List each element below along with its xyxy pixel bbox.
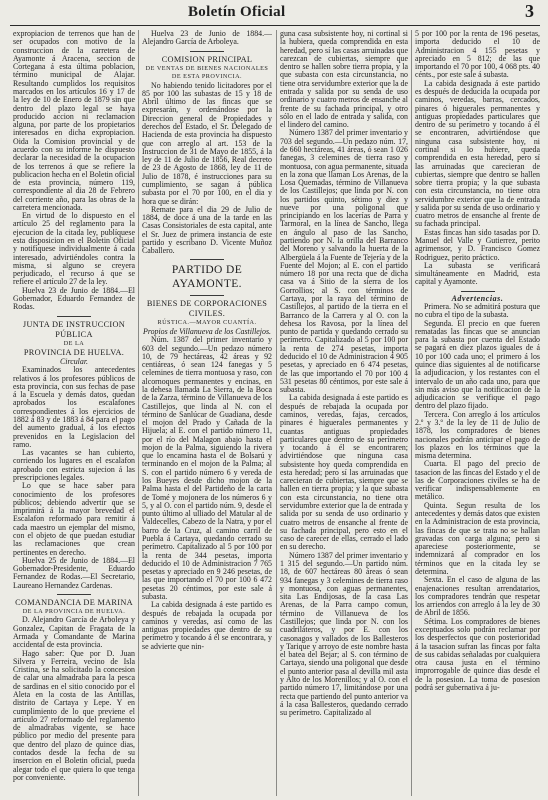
- page-number: 3: [525, 1, 534, 21]
- paragraph: Número 1387 del primer inventario y 703 del segundo.—Un pedazo núm. 17, de 660 hectáreas, 41 áreas, ó sean 1 026 fanegas, 3 celemines de tierra raso y montuosa, con agua permanente, situada en la zona que llaman Los Arenas, de la Losa Quemadas, término de Villanueva de los Castillejos; que linda por N. con los partidos quinto, sétimo y diez y nueve por una poligonal que principiando en los lacerías de Parra y Tarmoral, en la línea de Sancho, llega en ángulo al paso de las Sancho, partiendo por N. la orilla del Barranco del Moreno y salvando la huerta de la Albergüela á la Fuente de Tejería y de la Fuente del Mojon; al E. con el partido número 18 por una recta que de dicha casa va á Sitio de la sierra de los Gorrollios; al S. con términos de Cartaya, por la raya del término de Castillejos, al partido de la tierra en el Barranco de la Carrera y al O. con la dehesa los Ravosa, por la línea del punto de partida y quedando cerrado su perímetro. Capitalizado al 5 por 100 por la renta de 274 pesetas, importa deducido el 10 de Administracion 4 905 pesetas, y apreciado en 6 474 pesetas, de las que importando el 70 por 100 4 531 pesetas 80 céntimos, por este sale á subasta.: [280, 128, 408, 395]
- paragraph: Estas fincas han sido tasadas por D. Manuel del Valle y Gutierrez, perito agrimensor, y D. Francisco Gomez Rodriguez, perito práctico.: [415, 227, 540, 262]
- divider-rule: [190, 51, 224, 52]
- section-title: PARTIDO DE AYAMONTE.: [171, 264, 243, 291]
- newspaper-title: Boletín Oficial: [188, 4, 286, 20]
- text-column-4: [415, 30, 540, 796]
- section-subheading: DE VENTAS DE BIENES NACIONALES DE ESTA PROVINCIA.: [145, 64, 269, 81]
- paragraph: En virtud de lo dispuesto en el artículo 25 del reglamento para la ejecucion de la citada ley, publíquese esta disposicion en el Boletin Oficial y notifíquese individualmente á cada interesado, advirtiéndoles contra la misma, si alguno se creyera perjudicado, el recurso á que se refiere el artículo 27 de la ley.: [13, 211, 135, 287]
- divider-rule: [190, 259, 224, 260]
- paragraph: Examinados los antecedentes relativos á los profesores públicos de esta provincia, con sus fechas de pase á la Escuela y demás datos, quedan aprobados los escalafones correspondientes á los ejercicios de 1882 á 83 y de 1883 á 84 para el pago del aumento gradual, á los efectos prevenidos en la Legislacion del ramo.: [13, 365, 135, 449]
- paragraph: La cabida designada á este partido es después de deducida la ocupada por caminos, veredas, barras, cercados, pinares ó higuerales permanentes y antiguas propiedades particulares que dentro de su perímetro y tocando á él se encontraren, advirtiéndose que ninguna casa subsistente hoy, ni cortinal si lo hubiere, queda comprendida en esta heredad, pero sí las arruinadas que carecieran de cubiertas, siempre que dentro se hallen sobre tierra propia; y la que subasta con esta circunstancia, no tiene otra servidumbre exterior que la de entrada y salida por su senda de uso ordinario y cuatro metros de ensanche al frente de su fachada principal.: [415, 78, 540, 229]
- section-heading: BIENES DE CORPORACIONES CIVILES.: [146, 299, 268, 319]
- paragraph: Sexta. En el caso de alguna de las enajenaciones resultan arrendatarios, los compradores tendrán que respetar los arriendos con arreglo á la ley de 30 de Abril de 1856.: [415, 575, 540, 618]
- section-heading: JUNTA DE INSTRUCCION PÚBLICA: [22, 319, 126, 339]
- paragraph: La cabida designada á este partido es después de rebajada la ocupada por caminos y veredas, así como de las antiguas propiedades que dentro de su perímetro y tocando á él se encontrara, y se advierte que nin-: [142, 600, 272, 651]
- paragraph: Número 1387 del primer inventario y 1 315 del segundo.—Un partido núm. 18, de 607 hectáreas 80 áreas ó sean 934 fanegas y 3 celemines de tierra raso y montuosa, con aguas permanentes, sita Las Endijosas, de la casa Las Arenas, de la Parra campo comun, término de Villanueva de los Castillejos; que linda por N. con los cuadriláteros, y por E. con los casonagos y vallados de los Ballesteros y Tarique y arroyo de este nombre hasta el batea del Bejar; al S. con término de Cartaya, siendo una poligonal que desde el punto anterior pasa al devilla mil asta y Alto de los Morenillos; y al O. con el partido número 17, limitándose por una recta que partiendo del punto anterior va á la casa Ballesteros, quedando cerrado su perímetro. Capitalizado al: [280, 550, 408, 718]
- paragraph: Tercera. Con arreglo á los artículos 2.º y 3.º de la ley de 11 de Julio de 1878, los compradores de bienes nacionales podrán anticipar el pago de los plazos en los términos que la misma determina.: [415, 409, 540, 461]
- column-divider: [276, 30, 277, 796]
- divider-rule: [57, 594, 91, 595]
- paragraph-continued: expropiacion de terrenos que han de ser ocupados con motivo de la construccion de la carretera de Ayamonte á Aracena, seccion de Cortegana á esta última poblacion, término municipal de Alajar. Resultando cumplidos los requisitos marcados en los artículos 16 y 17 de la ley de 10 de Enero de 1879 sin que dentro del plazo legal se haya producido accion ni reclamacion alguna, por parte de los propietarios interesados en dicha expropiacion. Oida la Comision provincial y de acuerdo con su informe he dispuesto declarar la necesidad de la ocupacion de los terrenos á que se refiere la publicacion hecha en el Boletin oficial de esta provincia, número 119, correspondiente al dia 28 de Febrero del corriente año, para las obras de la carretera mencionada.: [13, 30, 135, 212]
- paragraph: Sétima. Los compradores de bienes exceptuados solo podrán reclamar por los desperfectos que con posterioridad á la tasacion sufran las fincas por falta de sus cabidas señaladas por cualquiera otra causa justa en el término improrrogable de quince dias desde el de la posesion. La toma de posesion podrá ser gubernativa á ju-: [415, 616, 540, 692]
- section-subheading: RÚSTICA.—MAYOR CUANTÍA.: [157, 319, 257, 327]
- text-column-2: [142, 30, 272, 796]
- divider-rule: [190, 295, 224, 296]
- section-heading: COMISION PRINCIPAL: [161, 54, 253, 64]
- section-heading: PROVINCIA DE HUELVA.: [23, 348, 125, 358]
- paragraph: Núm. 1387 del primer inventario y 603 del segundo.—Un pedazo número 10, de 79 hectáreas, 42 áreas y 92 centiáreas, ó sean 124 fanegas y 5 celemines de tierra montuosa y raso, con alcornoques permanentes y encinas, en la dehesa llamada La Sierra, de la Boca de la Zarza, término de Villanueva de los Castillejos, que linda al N. con el término de Sanlúcar de Guadiana, desde el mojon del Prado y Cañada de la Hijuela; al E. con el partido número 11, por el río del Malagon abajo hasta el mojon de la Palma, siguiendo la rivera que lo encamina hasta el de Bolsarú y terminando en el mojon de la Palma; al S. con el partido número 6 y vereda de los Bueyes desde dicho mojon de la Palma hasta el del Partideño de la carta de Tomé y mojonera de los números 6 y 5, y al O. con el partido núm. 9, desde el punto último al ulliado del Matular al de Valdecelles, Cabezo de la Natra, y por el barro de la Cruz, al camino carril de Puebla á Cartaya, quedando cerrado su perímetro. Capitalizado al 5 por 100 por la renta de 344 pesetas, importa deducido el 10 de Administracion 7 765 pesetas y apreciado en 9 246 pesetas, de las que importando el 70 por 100 6 472 pesetas 20 céntimos, por este sale á subasta.: [142, 335, 272, 601]
- section-subheading: DE LA PROVINCIA DE HUELVA.: [22, 607, 126, 615]
- paragraph: Quinta. Segun resulta de los antecedentes y demás datos que existen en la Administracion de esta provincia, las fincas de que se trata no se hallan gravadas con carga alguna; pero si apareciese posteriormente, se indemnizará al comprador en los términos que en la citada ley se determina.: [415, 500, 540, 576]
- text-column-1: [13, 30, 135, 796]
- paragraph: Huelva 23 de Junio de 1884.—Alejandro García de Arboleya.: [142, 30, 272, 47]
- paragraph-continued: guna casa subsistente hoy, ni cortinal si la hubiera, queda comprendida en esta heredad, pero sí las casas arruinadas que carezcan de cubiertas, siempre que dentro se hallen sobre tierra propia, y la que subasta con esta circunstancia, no tiene otra servidumbre exterior que la de entrada y salida por su senda de uso ordinario y cuatro metros de ensanche al frente de su fachada principal, y otro sólo en el lado de entrada y salida, con el lindero del camino.: [280, 30, 408, 130]
- text-column-3: [280, 30, 408, 796]
- divider-rule: [461, 291, 495, 292]
- divider-rule: [57, 316, 91, 317]
- paragraph: Hago saber: Que por D. Juan Silvera y Ferreira, vecino de Isla Cristina, se ha solicitado la concesion de calar una almadraba para la pesca de sardinas en el sitio conocido por el Aleta en la costa de las Antillas, distrito de Cartaya y Lepe. Y en cumplimiento de lo que previene el artículo 27 reformado del reglamento de almadrabas vigente, se hace público por medio del presente para que dentro del plazo de quince dias, contados desde la fecha de su insercion en el Boletin oficial, pueda alegar todo el que quiera lo que tenga por conveniente.: [13, 648, 135, 782]
- paragraph: Remate para el dia 29 de Julio de 1884, de doce á una de la tarde en las Casas Consistoriales de esta capital, ante el Sr. Juez de primera instancia de este partido y escribano D. Vicente Muñoz Caballero.: [142, 204, 272, 256]
- column-divider: [138, 30, 139, 796]
- italic-caption: Propios de Villanueva de los Castillejos.: [143, 326, 271, 336]
- paragraph: La subasta se verificará simultáneamente en Madrid, esta capital y Ayamonte.: [415, 260, 540, 287]
- paragraph: Primera. No se admitirá postura que no cubra el tipo de la subasta.: [415, 302, 540, 320]
- paragraph: Las vacantes se han cubierto, corriendo los lugares en el escalafon aprobado con estricta sujecion á las prescripciones legales.: [13, 448, 135, 482]
- italic-caption: Circular.: [60, 357, 88, 367]
- paragraph: Huelva 23 de Junio de 1884.—El Gobernador, Eduardo Fernandez de Rodas.: [13, 285, 135, 312]
- column-divider: [411, 30, 412, 796]
- paragraph: La cabida designada á este partido es después de rebajada la ocupada por caminos, veredas, fajas, cercados, pinares é higuerales permanentes y cuantas antiguas propiedades particulares que dentro de su perímetro y tocando á él se encontraren; advirtiéndose que ninguna casa subsistente hoy queda comprendida en esta heredad; pero sí las arruinadas que carecieran de cubiertas, siempre que se hallen en tierra propia; y la que subasta con esta circunstancia, no tiene otra servidumbre exterior que la de entrada y salida por su senda de uso ordinario y cuatro metros de ensanche al frente de su fachada principal, pero esto en el caso de carecer de ellas, cerrado el lado en su derecho.: [280, 393, 408, 552]
- paragraph: Cuarta. El pago del precio de tasacion de las fincas del Estado y el de las de Corporaciones civiles se ha de verificar indispensablemente en metálico.: [415, 459, 540, 502]
- section-heading: COMANDANCIA DE MARINA: [15, 597, 133, 607]
- section-subheading: DE LA: [63, 339, 85, 347]
- page-header: [10, 0, 540, 26]
- paragraph: D. Alejandro García de Arboleya y Gonzalez, Capitan de Fragata de la Armada y Comandante de Marina accidental de esta provincia.: [13, 615, 135, 650]
- paragraph: Segunda. El precio en que fueren rematadas las fincas que se anuncian para la subasta por cuenta del Estado se pagará en diez plazos iguales de á 10 por 100 cada uno; el primero á los quince dias siguientes al de notificarse la adjudicacion, y los restantes con el intervalo de un año cada uno, para que sin más aviso que la notificacion de la adjudicacion se verifique el pago dentro del plazo fijado.: [415, 318, 540, 411]
- paragraph: Lo que se hace saber para conocimiento de los profesores públicos; debiendo advertir que se imprimirá á la mayor brevedad el Escalafon reformado para remitir á cada maestro un ejemplar del mismo, con el objeto de que puedan estudiar las reclamaciones que crean pertinentes en derecho.: [13, 481, 135, 557]
- paragraph: Huelva 25 de Junio de 1884.—El Gobernador-Presidente, Eduardo Fernandez de Rodas.—El Secretario, Laureano Hernandez Cardenas.: [13, 555, 135, 590]
- italic-heading: Advertencias.: [451, 293, 504, 303]
- paragraph: No habiendo tenido licitadores por el 85 por 100 las subastas de 15 y 18 de Abril último de las fincas que se expresarán, y ordenándose por la Direccion general de Propiedades y derechos del Estado, el Sr. Delegado de Hacienda de esta provincia ha dispuesto que con arreglo al art. 153 de la Instruccion de 31 de Mayo de 1855, á la ley de 11 de Julio de 1856, Real decreto de 23 de Agosto de 1868, ley de 11 de Julio de 1878, é instrucciones para su cumplimiento, se sagan á pública subasta por el 70 por 100, en el dia y hora que se dirán:: [142, 80, 272, 206]
- paragraph-continued: 5 por 100 por la renta de 196 pesetas, importa deducido el 10 de Administracion 4 155 pesetas y apreciado en 5 812; de las que importando el 70 por 100, 4 068 pts. 40 cénts., por este sale á subasta.: [415, 30, 540, 80]
